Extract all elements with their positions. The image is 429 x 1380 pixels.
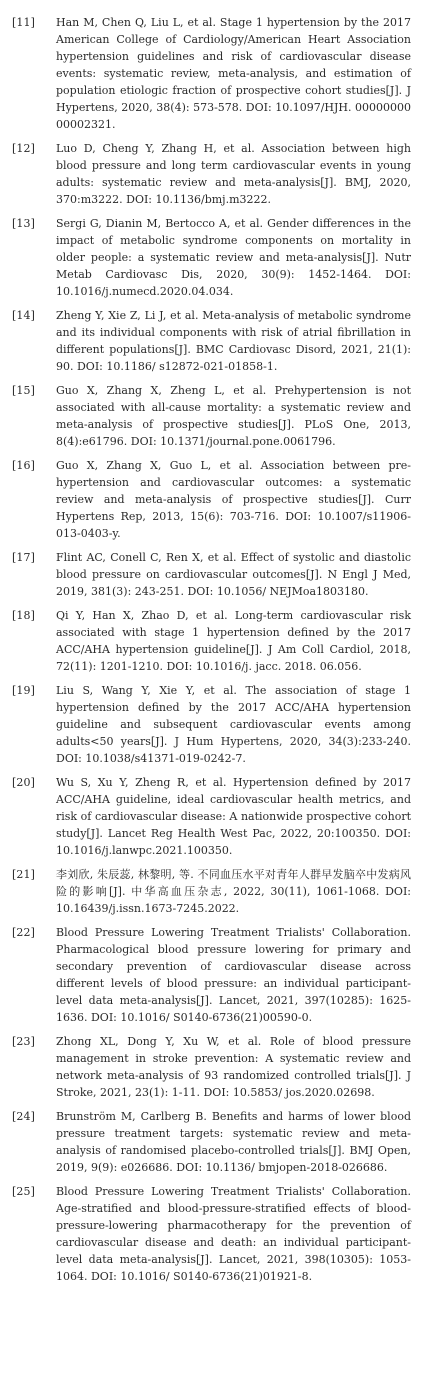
reference-text: Guo X, Zhang X, Guo L, et al. Association between pre-hypertension and cardiovascular outcomes: a systematic review and meta-analysis of prospective studies[J]. Curr Hypertens Rep, 2013, 15(6): 703-716. DOI: 10.1007/s11906-013-0403-y. xyxy=(56,459,411,540)
reference-number: [16] xyxy=(12,459,35,472)
reference-item xyxy=(12,682,411,767)
reference-text: Liu S, Wang Y, Xie Y, et al. The association of stage 1 hypertension defined by the 2017 ACC/AHA hypertension guideline and subsequent cardiovascular events among adults<50 years[J]. J Hum Hypertens, 2020, 34(3):233-240. DOI: 10.1038/s41371-019-0242-7. xyxy=(56,684,411,765)
reference-number: [13] xyxy=(12,217,35,230)
reference-item xyxy=(12,457,411,542)
reference-item xyxy=(12,774,411,859)
reference-number: [18] xyxy=(12,609,35,622)
reference-item xyxy=(12,382,411,450)
reference-item xyxy=(12,549,411,600)
reference-text: Blood Pressure Lowering Treatment Trialists' Collaboration. Pharmacological blood pressure lowering for primary and secondary prevention of cardiovascular disease across different levels of blood pressure: an individual participant-level data meta-analysis[J]. Lancet, 2021, 397(10285): 1625-1636. DOI: 10.1016/ S0140-6736(21)00590-0. xyxy=(56,926,411,1024)
reference-number: [22] xyxy=(12,926,35,939)
reference-text: Zheng Y, Xie Z, Li J, et al. Meta-analysis of metabolic syndrome and its individual components with risk of atrial fibrillation in different populations[J]. BMC Cardiovasc Disord, 2021, 21(1): 90. DOI: 10.1186/ s12872-021-01858-1. xyxy=(56,309,411,373)
reference-item xyxy=(12,140,411,208)
reference-text: Qi Y, Han X, Zhao D, et al. Long-term cardiovascular risk associated with stage 1 hypertension defined by the 2017 ACC/AHA hypertension guideline[J]. J Am Coll Cardiol, 2018, 72(11): 1201-1210. DOI: 10.1016/j. jacc. 2018. 06.056. xyxy=(56,609,411,673)
reference-number: [23] xyxy=(12,1035,35,1048)
reference-item xyxy=(12,215,411,300)
reference-text: Blood Pressure Lowering Treatment Trialists' Collaboration. Age-stratified and blood-pressure-stratified effects of blood-pressure-lowering pharmacotherapy for the prevention of cardiovascular disease and death: an individual participant-level data meta-analysis[J]. Lancet, 2021, 398(10305): 1053-1064. DOI: 10.1016/ S0140-6736(21)01921-8. xyxy=(56,1185,411,1283)
reference-item xyxy=(12,866,411,917)
reference-text: Sergi G, Dianin M, Bertocco A, et al. Gender differences in the impact of metabolic syndrome components on mortality in older people: a systematic review and meta-analysis[J]. Nutr Metab Cardiovasc Dis, 2020, 30(9): 1452-1464. DOI: 10.1016/j.numecd.2020.04.034. xyxy=(56,217,411,298)
reference-item xyxy=(12,1033,411,1101)
reference-item xyxy=(12,1183,411,1285)
reference-text: Luo D, Cheng Y, Zhang H, et al. Association between high blood pressure and long term cardiovascular events in young adults: systematic review and meta-analysis[J]. BMJ, 2020, 370:m3222. DOI: 10.1136/bmj.m3222. xyxy=(56,142,411,206)
reference-number: [14] xyxy=(12,309,35,322)
reference-number: [21] xyxy=(12,868,35,881)
reference-text: 李刘欣, 朱辰蕊, 林黎明, 等. 不同血压水平对青年人群早发脑卒中发病风险的影响[J]. 中华高血压杂志, 2022, 30(11), 1061-1068. DOI: 10.16439/j.issn.1673-7245.2022. xyxy=(56,868,411,915)
reference-number: [12] xyxy=(12,142,35,155)
reference-item xyxy=(12,1108,411,1176)
reference-text: Zhong XL, Dong Y, Xu W, et al. Role of blood pressure management in stroke prevention: A systematic review and network meta-analysis of 93 randomized controlled trials[J]. J Stroke, 2021, 23(1): 1-11. DOI: 10.5853/ jos.2020.02698. xyxy=(56,1035,411,1099)
reference-text: Han M, Chen Q, Liu L, et al. Stage 1 hypertension by the 2017 American College of Cardiology/American Heart Association hypertension guidelines and risk of cardiovascular disease events: systematic review, meta-analysis, and estimation of population etiologic fraction of prospective cohort studies[J]. J Hypertens, 2020, 38(4): 573-578. DOI: 10.1097/HJH. 00000000 00002321. xyxy=(56,16,411,131)
reference-number: [17] xyxy=(12,551,35,564)
reference-number: [11] xyxy=(12,16,35,29)
reference-text: Brunström M, Carlberg B. Benefits and harms of lower blood pressure treatment targets: systematic review and meta-analysis of randomised placebo-controlled trials[J]. BMJ Open, 2019, 9(9): e026686. DOI: 10.1136/ bmjopen-2018-026686. xyxy=(56,1110,411,1174)
reference-number: [24] xyxy=(12,1110,35,1123)
reference-text: Flint AC, Conell C, Ren X, et al. Effect of systolic and diastolic blood pressure on cardiovascular outcomes[J]. N Engl J Med, 2019, 381(3): 243-251. DOI: 10.1056/ NEJMoa1803180. xyxy=(56,551,411,598)
reference-item xyxy=(12,607,411,675)
reference-number: [25] xyxy=(12,1185,35,1198)
reference-item xyxy=(12,307,411,375)
reference-number: [20] xyxy=(12,776,35,789)
reference-number: [19] xyxy=(12,684,35,697)
reference-text: Wu S, Xu Y, Zheng R, et al. Hypertension defined by 2017 ACC/AHA guideline, ideal cardiovascular health metrics, and risk of cardiovascular disease: A nationwide prospective cohort study[J]. Lancet Reg Health West Pac, 2022, 20:100350. DOI: 10.1016/j.lanwpc.2021.100350. xyxy=(56,776,411,857)
reference-item xyxy=(12,14,411,133)
reference-text: Guo X, Zhang X, Zheng L, et al. Prehypertension is not associated with all-cause mortality: a systematic review and meta-analysis of prospective studies[J]. PLoS One, 2013, 8(4):e61796. DOI: 10.1371/journal.pone.0061796. xyxy=(56,384,411,448)
reference-item xyxy=(12,924,411,1026)
reference-number: [15] xyxy=(12,384,35,397)
